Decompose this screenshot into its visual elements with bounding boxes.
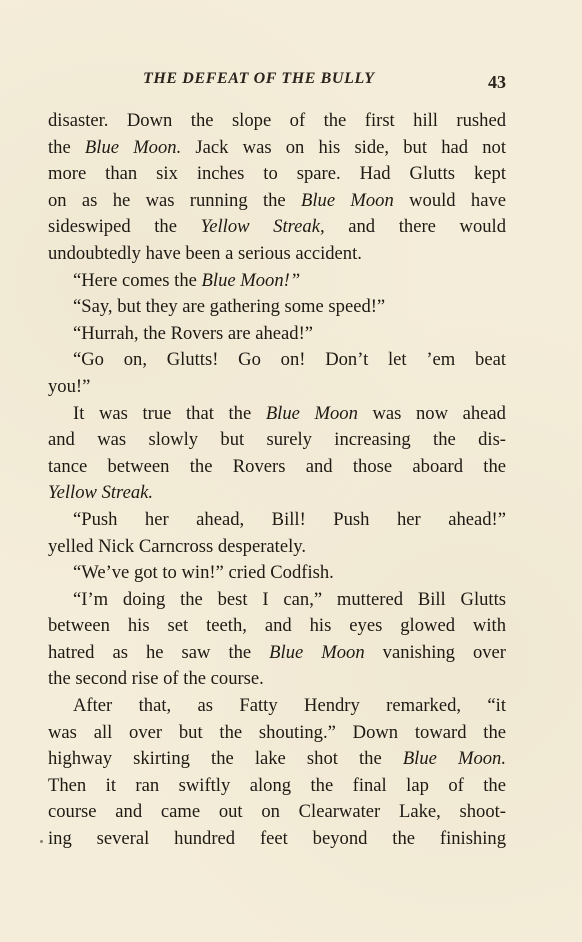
text-run: more than six inches to spare. Had Glutts kept (48, 163, 506, 185)
text-run: between his set teeth, and his eyes glowed with (48, 615, 506, 637)
text-line (48, 108, 506, 135)
text-run: “Push her ahead, Bill! Push her ahead!” (73, 508, 506, 530)
text-run: was now ahead (357, 402, 506, 424)
text-line (48, 613, 506, 640)
text-run: “We’ve got to win!” cried Codfish. (73, 562, 334, 584)
text-run: Jack was on his side, but had not (181, 136, 506, 158)
text-line (48, 560, 506, 587)
text-line (48, 241, 506, 268)
text-line (48, 693, 506, 720)
text-line (48, 268, 506, 295)
text-run: highway skirting the lake shot the (48, 748, 403, 770)
print-speck (40, 840, 43, 843)
text-line (48, 507, 506, 534)
text-run: was all over but the shouting.” Down toward the (48, 721, 506, 743)
text-line (48, 294, 506, 321)
italic-text: Blue Moon. (402, 748, 507, 770)
text-run: you!” (48, 375, 91, 397)
text-run: sideswiped the (48, 216, 201, 238)
text-run: It was true that the (73, 402, 266, 424)
running-title: THE DEFEAT OF THE BULLY (143, 70, 375, 87)
text-run: the (48, 136, 85, 158)
text-run: would have (393, 189, 506, 211)
text-run: After that, as Fatty Hendry remarked, “it (73, 695, 506, 717)
text-line (48, 799, 506, 826)
italic-text: Yellow Streak, (200, 216, 325, 238)
text-line (48, 374, 506, 401)
text-line (48, 773, 506, 800)
text-run: Then it ran swiftly along the final lap of the (48, 774, 506, 796)
italic-text: Yellow Streak. (48, 482, 154, 504)
text-line (48, 427, 506, 454)
text-run: “Go on, Glutts! Go on! Don’t let ’em beat (73, 349, 506, 371)
text-line (48, 347, 506, 374)
text-run: course and came out on Clearwater Lake, shoot- (48, 801, 506, 823)
text-run: yelled Nick Carncross desperately. (48, 535, 306, 557)
text-line (48, 214, 506, 241)
text-line (48, 480, 506, 507)
italic-text: Blue Moon!” (201, 269, 301, 291)
text-line (48, 161, 506, 188)
text-run: hatred as he saw the (48, 641, 270, 663)
text-line (48, 640, 506, 667)
text-run: on as he was running the (48, 189, 301, 211)
text-run: undoubtedly have been a serious accident. (48, 242, 362, 264)
text-line (48, 135, 506, 162)
text-line (48, 746, 506, 773)
text-line (48, 587, 506, 614)
text-run: “I’m doing the best I can,” muttered Bill Glutts (73, 588, 506, 610)
text-run: and was slowly but surely increasing the dis- (48, 429, 506, 451)
italic-text: Blue Moon. (84, 136, 182, 158)
text-run: “Hurrah, the Rovers are ahead!” (73, 322, 314, 344)
text-line (48, 826, 506, 853)
italic-text: Blue Moon (301, 189, 394, 211)
text-line (48, 720, 506, 747)
text-line (48, 188, 506, 215)
text-run: ing several hundred feet beyond the finishing (48, 828, 506, 850)
text-line (48, 321, 506, 348)
running-head (48, 70, 508, 94)
text-run: the second rise of the course. (48, 668, 264, 690)
body-text (48, 108, 506, 853)
text-run: “Here comes the (73, 269, 202, 291)
italic-text: Blue Moon (265, 402, 358, 424)
text-run: “Say, but they are gathering some speed!” (73, 296, 386, 318)
text-run: and there would (324, 216, 507, 238)
text-line (48, 454, 506, 481)
text-run: tance between the Rovers and those aboard the (48, 455, 506, 477)
page-number: 43 (488, 72, 506, 92)
text-line (48, 666, 506, 693)
italic-text: Blue Moon (269, 641, 365, 663)
text-line (48, 401, 506, 428)
text-run: disaster. Down the slope of the first hill rushed (48, 110, 506, 131)
text-line (48, 534, 506, 561)
text-run: vanishing over (364, 641, 506, 663)
